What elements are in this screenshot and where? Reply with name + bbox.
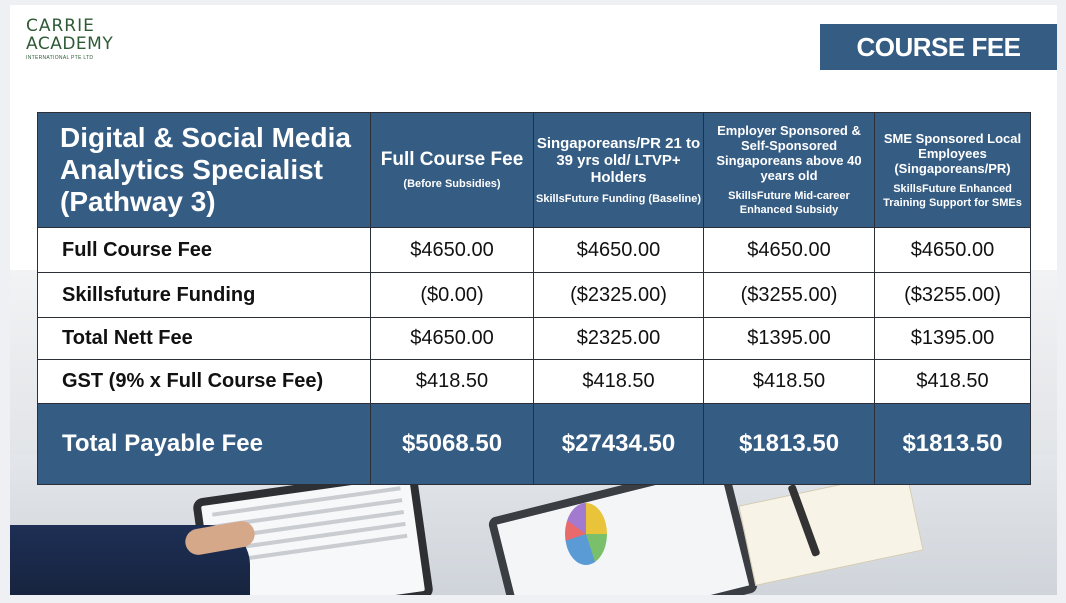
table-row [38,360,1031,404]
table-cell: $4650.00 [371,318,534,360]
column-header-sme [875,113,1031,228]
column-header-baseline [534,113,704,228]
table-cell: $4650.00 [371,228,534,273]
table-row [38,273,1031,318]
table-cell: $4650.00 [875,228,1031,273]
course-fee-banner: COURSE FEE [820,24,1057,70]
slide [10,5,1057,595]
table-row [38,318,1031,360]
column-header-sub: (Before Subsidies) [403,178,501,190]
table-cell: $418.50 [534,360,704,404]
table-cell: $418.50 [875,360,1031,404]
total-label: Total Payable Fee [38,404,371,485]
logo-line-3: INTERNATIONAL PTE LTD [26,55,94,61]
course-title: Digital & Social Media Analytics Specialist (Pathway 3) [38,113,371,228]
column-header-sub: SkillsFuture Mid-career Enhanced Subsidy [728,190,850,216]
table-cell: $1395.00 [704,318,875,360]
table-cell: $1395.00 [875,318,1031,360]
row-label: GST (9% x Full Course Fee) [38,360,371,404]
table-cell: ($2325.00) [534,273,704,318]
column-header-sub: SkillsFuture Enhanced Training Support for SMEs [883,182,1022,209]
column-header-main: Employer Sponsored & Self-Sponsored Singaporeans above 40 years old [716,123,862,183]
column-header-mid-career [704,113,875,228]
logo-line-1: CARRIE [26,16,95,36]
hand-image [10,525,250,595]
header-row [38,113,1031,228]
table-cell: $418.50 [371,360,534,404]
table-cell: $4650.00 [704,228,875,273]
total-cell: $27434.50 [534,404,704,485]
table-cell: ($3255.00) [875,273,1031,318]
fee-table [37,112,1031,485]
column-header-main: Singaporeans/PR 21 to 39 yrs old/ LTVP+ Holders [536,134,701,186]
total-row [38,404,1031,485]
column-header-sub: SkillsFuture Funding (Baseline) [535,192,702,205]
table-cell: $418.50 [704,360,875,404]
row-label: Skillsfuture Funding [38,273,371,318]
table-cell: $2325.00 [534,318,704,360]
column-header-full-fee [371,113,534,228]
logo-line-2: ACADEMY [26,34,114,54]
column-header-main: SME Sponsored Local Employees (Singaporeans/PR) [883,130,1022,176]
row-label: Full Course Fee [38,228,371,273]
pie-chart-image [565,503,607,565]
column-header-main: Full Course Fee [380,149,524,170]
total-cell: $5068.50 [371,404,534,485]
table-cell: ($3255.00) [704,273,875,318]
row-label: Total Nett Fee [38,318,371,360]
total-cell: $1813.50 [704,404,875,485]
table-cell: $4650.00 [534,228,704,273]
company-logo [26,17,113,61]
table-row [38,228,1031,273]
total-cell: $1813.50 [875,404,1031,485]
table-cell: ($0.00) [371,273,534,318]
